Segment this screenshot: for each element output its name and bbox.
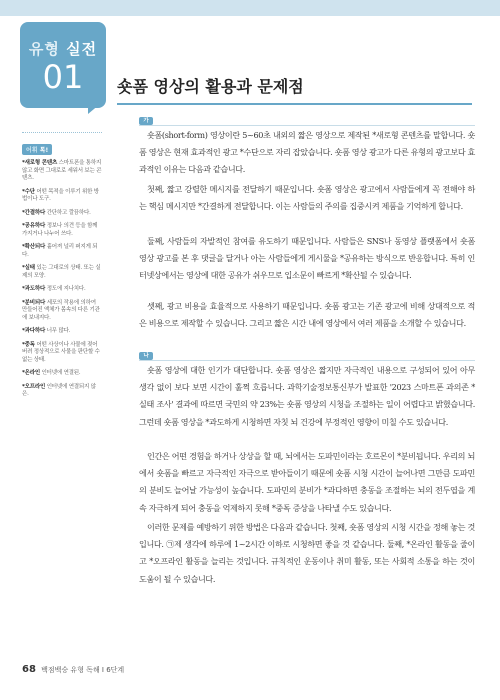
badge-tail — [88, 104, 100, 114]
vocabulary-definition: 세포의 작용에 의하여 만들어진 액체가 몸속의 다른 기관에 보내지다. — [22, 299, 100, 321]
vocabulary-list — [22, 160, 102, 399]
vocabulary-heading-word: 어휘 — [26, 147, 38, 154]
section-label-na: 나 — [139, 352, 153, 360]
vocabulary-definition: 인터넷에 연결되지 않은. — [22, 383, 96, 397]
paragraph: 셋째, 광고 비용을 효율적으로 사용하기 때문입니다. 숏폼 광고는 기존 광고에 비해 상대적으로 적은 비용으로 제작할 수 있습니다. 그리고 짧은 시간 내에 영상에서 여러 제품을 소개할 수 있습니다. — [139, 301, 475, 329]
vocabulary-item — [22, 244, 102, 259]
vocabulary-term: *간결하다 — [22, 209, 46, 216]
vocabulary-definition: 어떤 목적을 이루기 위한 방법이나 도구. — [22, 188, 99, 202]
vocabulary-definition: 흩어져 널리 퍼지게 되다. — [22, 244, 98, 258]
top-color-band — [0, 0, 500, 16]
vocabulary-definition: 간단하고 깔끔하다. — [45, 209, 91, 216]
paragraph: 이러한 문제를 예방하기 위한 방법은 다음과 같습니다. 첫째, 숏폼 영상의 시청 시간을 정해 놓는 것입니다. ㉠제 생각에 하루에 1~2시간 이하로 시청하면 좋을 것 같습니다. 둘째, *온라인 활동을 줄이고 *오프라인 활동을 늘리는 것입니다. 규칙적인 운동이나 취미 활동, 또는 사회적 소통을 하는 것이 도움이 될 수 있습니다. — [139, 522, 475, 584]
paragraph: 둘째, 사람들의 자발적인 참여를 유도하기 때문입니다. 사람들은 SNS나 동영상 플랫폼에서 숏폼 영상 광고를 본 후 댓글을 달거나 아는 사람들에게 게시물을 *공유하는 방식으로 반응합니다. 특히 인터넷상에서는 영상에 대한 공유가 쉬우므로 입소문이 빠르게 *확산될 수 있습니다. — [139, 236, 475, 281]
vocabulary-definition: 정보나 의견 등을 함께 가지거나 나누어 쓰다. — [22, 223, 98, 237]
vocabulary-item — [22, 300, 102, 323]
title-underline — [117, 103, 472, 105]
vocabulary-item — [22, 223, 102, 238]
vocabulary-term: *오프라인 — [22, 383, 46, 390]
vocabulary-term: *온라인 — [22, 370, 41, 376]
vocabulary-term: *새로형 콘텐츠 — [22, 160, 58, 166]
vocabulary-item — [22, 160, 102, 183]
vocabulary-item — [22, 328, 102, 336]
vocabulary-term: *과도하다 — [22, 286, 46, 292]
vocabulary-definition: 스마트폰을 통하지 않고 화면 그대로로 세워서 보는 콘텐츠. — [22, 160, 102, 181]
page-footer — [22, 664, 124, 675]
vocabulary-definition: 정도에 지나치다. — [45, 286, 86, 292]
section-label-ga: 가 — [139, 117, 153, 125]
section-divider-na — [139, 360, 475, 361]
vocabulary-heading-tok: 톡! — [39, 147, 49, 154]
book-title: 백점백승 유형 독해 Ⅰ 6단계 — [41, 666, 125, 674]
vocabulary-term: *분비되다 — [22, 299, 46, 306]
paragraph: 인간은 어떤 경험을 하거나 상상을 할 때, 뇌에서는 도파민이라는 호르몬이 *분비됩니다. 우리의 뇌에서 숏폼을 빠르고 자극적인 자극으로 받아들이기 때문에 숏폼 시청 시간이 늘어나면 그만큼 도파민의 분비도 늘어날 가능성이 높습니다. 도파민의 분비가 *과다하면 충동을 조절하는 뇌의 전두엽을 계속 자극하게 되어 충동을 억제하지 못해 *중독 증상을 나타낼 수도 있습니다. — [139, 451, 475, 513]
vocabulary-definition: 어떤 사상이나 사물에 젖어 버려 정상적으로 사물을 판단할 수 없는 상태. — [22, 341, 100, 363]
vocabulary-definition: 인터넷에 연결된. — [40, 370, 81, 376]
paragraph: 첫째, 짧고 강렬한 메시지를 전달하기 때문입니다. 숏폼 영상은 광고에서 사람들에게 꼭 전해야 하는 핵심 메시지만 *간결하게 전달합니다. 이는 사람들의 주의를 집중시켜 제품을 기억하게 합니다. — [139, 184, 475, 212]
badge-word-type: 유형 — [28, 40, 60, 58]
vocabulary-term: *중독 — [22, 341, 35, 348]
paragraph: 숏폼 영상에 대한 인기가 대단합니다. 숏폼 영상은 짧지만 자극적인 내용으로 구성되어 있어 아무 생각 없이 보다 보면 시간이 훌쩍 흐릅니다. 과학기술정보통신부가 발표한 '2023 스마트폰 과의존 *실태 조사' 결과에 따르면 국민의 약 23%는 숏폼 영상의 시청을 조절하는 일이 어렵다고 밝혔습니다. 그런데 숏폼 영상을 *과도하게 시청하면 자칫 뇌 건강에 부정적인 영향이 미칠 수도 있습니다. — [139, 365, 475, 427]
vocabulary-item — [22, 210, 102, 218]
vocabulary-term: *수단 — [22, 188, 35, 195]
page-title: 숏폼 영상의 활용과 문제점 — [117, 77, 304, 96]
page-number: 68 — [22, 664, 36, 675]
badge-heading — [20, 38, 106, 59]
vocabulary-definition: 너무 많다. — [45, 328, 71, 334]
vocabulary-item — [22, 384, 102, 399]
section-divider-ga — [139, 125, 475, 126]
vocabulary-item — [22, 265, 102, 280]
vocabulary-item — [22, 342, 102, 365]
vocabulary-heading — [22, 144, 52, 155]
badge-number: 01 — [42, 58, 84, 96]
vocabulary-item — [22, 286, 102, 294]
vocabulary-item — [22, 189, 102, 204]
vocabulary-term: *공유하다 — [22, 223, 46, 229]
badge-word-practice: 실전 — [66, 40, 98, 58]
paragraph: 숏폼(short-form) 영상이란 5~60초 내외의 짧은 영상으로 제작된 *새로형 콘텐츠를 말합니다. 숏폼 영상은 현재 효과적인 광고 *수단으로 자리 잡았습니다. 숏폼 영상 광고가 다른 유형의 광고보다 효과적인 이유는 다음과 같습니다. — [139, 130, 475, 175]
vocabulary-sidebar — [22, 132, 102, 405]
vocabulary-term: *과다하다 — [22, 328, 46, 334]
vocabulary-term: *실태 — [22, 265, 35, 271]
unit-badge — [20, 22, 106, 108]
vocabulary-term: *확산되다 — [22, 244, 46, 250]
vocabulary-definition: 있는 그대로의 상태. 또는 실제의 모양. — [22, 265, 101, 279]
vocabulary-item — [22, 370, 102, 378]
